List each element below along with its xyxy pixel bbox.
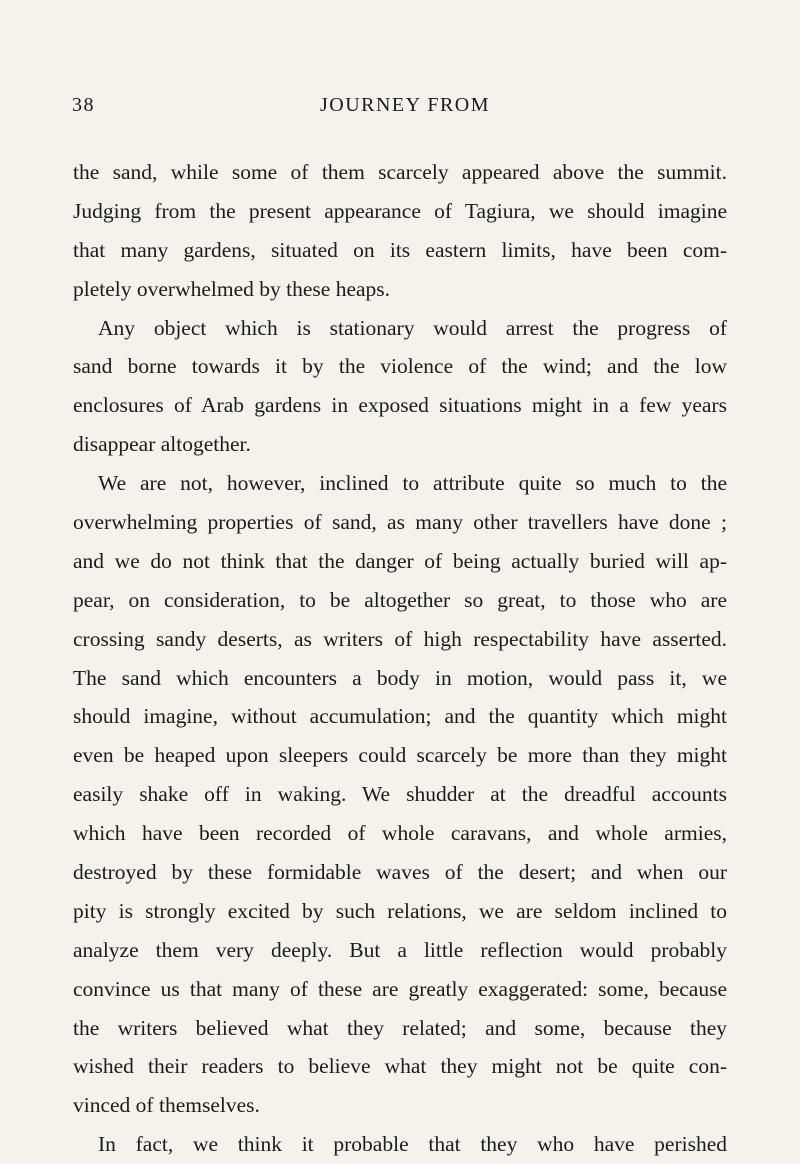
text-line: Judging from the present appearance of Tagiura, we should imagine (73, 198, 727, 223)
text-line: disappear altogether. (73, 432, 251, 457)
text-line: convince us that many of these are greatly exaggerated: some, because (73, 976, 727, 1001)
text-line: that many gardens, situated on its eastern limits, have been com- (73, 237, 727, 262)
text-line: In fact, we think it probable that they who have perished (98, 1132, 727, 1157)
text-line: enclosures of Arab gardens in exposed situations might in a few years (73, 393, 727, 418)
text-line: We are not, however, inclined to attribute quite so much to the (98, 471, 727, 496)
page-header (72, 94, 726, 124)
body-text (73, 153, 727, 1164)
running-head: JOURNEY FROM (319, 94, 491, 116)
text-line: wished their readers to believe what they might not be quite con- (73, 1054, 727, 1079)
text-line: should imagine, without accumulation; and the quantity which might (73, 704, 727, 729)
text-line: even be heaped upon sleepers could scarcely be more than they might (73, 743, 727, 768)
text-line: the sand, while some of them scarcely appeared above the summit. (73, 160, 727, 184)
text-line: pletely overwhelmed by these heaps. (73, 276, 391, 301)
text-line: Any object which is stationary would arrest the progress of (98, 315, 727, 340)
text-line: analyze them very deeply. But a little reflection would probably (73, 937, 727, 962)
text-line: crossing sandy deserts, as writers of high respectability have asserted. (73, 626, 727, 651)
text-line: the writers believed what they related; and some, because they (73, 1015, 727, 1040)
text-line: which have been recorded of whole caravans, and whole armies, (73, 821, 727, 846)
text-line: vinced of themselves. (73, 1093, 260, 1118)
text-line: The sand which encounters a body in motion, would pass it, we (73, 665, 727, 690)
text-line: pear, on consideration, to be altogether so great, to those who are (73, 587, 727, 612)
text-line: pity is strongly excited by such relations, we are seldom inclined to (73, 898, 727, 923)
text-line: sand borne towards it by the violence of the wind; and the low (73, 354, 727, 379)
text-line: destroyed by these formidable waves of the desert; and when our (73, 860, 727, 885)
text-line: easily shake off in waking. We shudder at the dreadful accounts (73, 782, 727, 807)
text-line: and we do not think that the danger of being actually buried will ap- (73, 548, 727, 573)
text-line: overwhelming properties of sand, as many other travellers have done ; (73, 510, 727, 535)
page-number: 38 (72, 94, 95, 116)
